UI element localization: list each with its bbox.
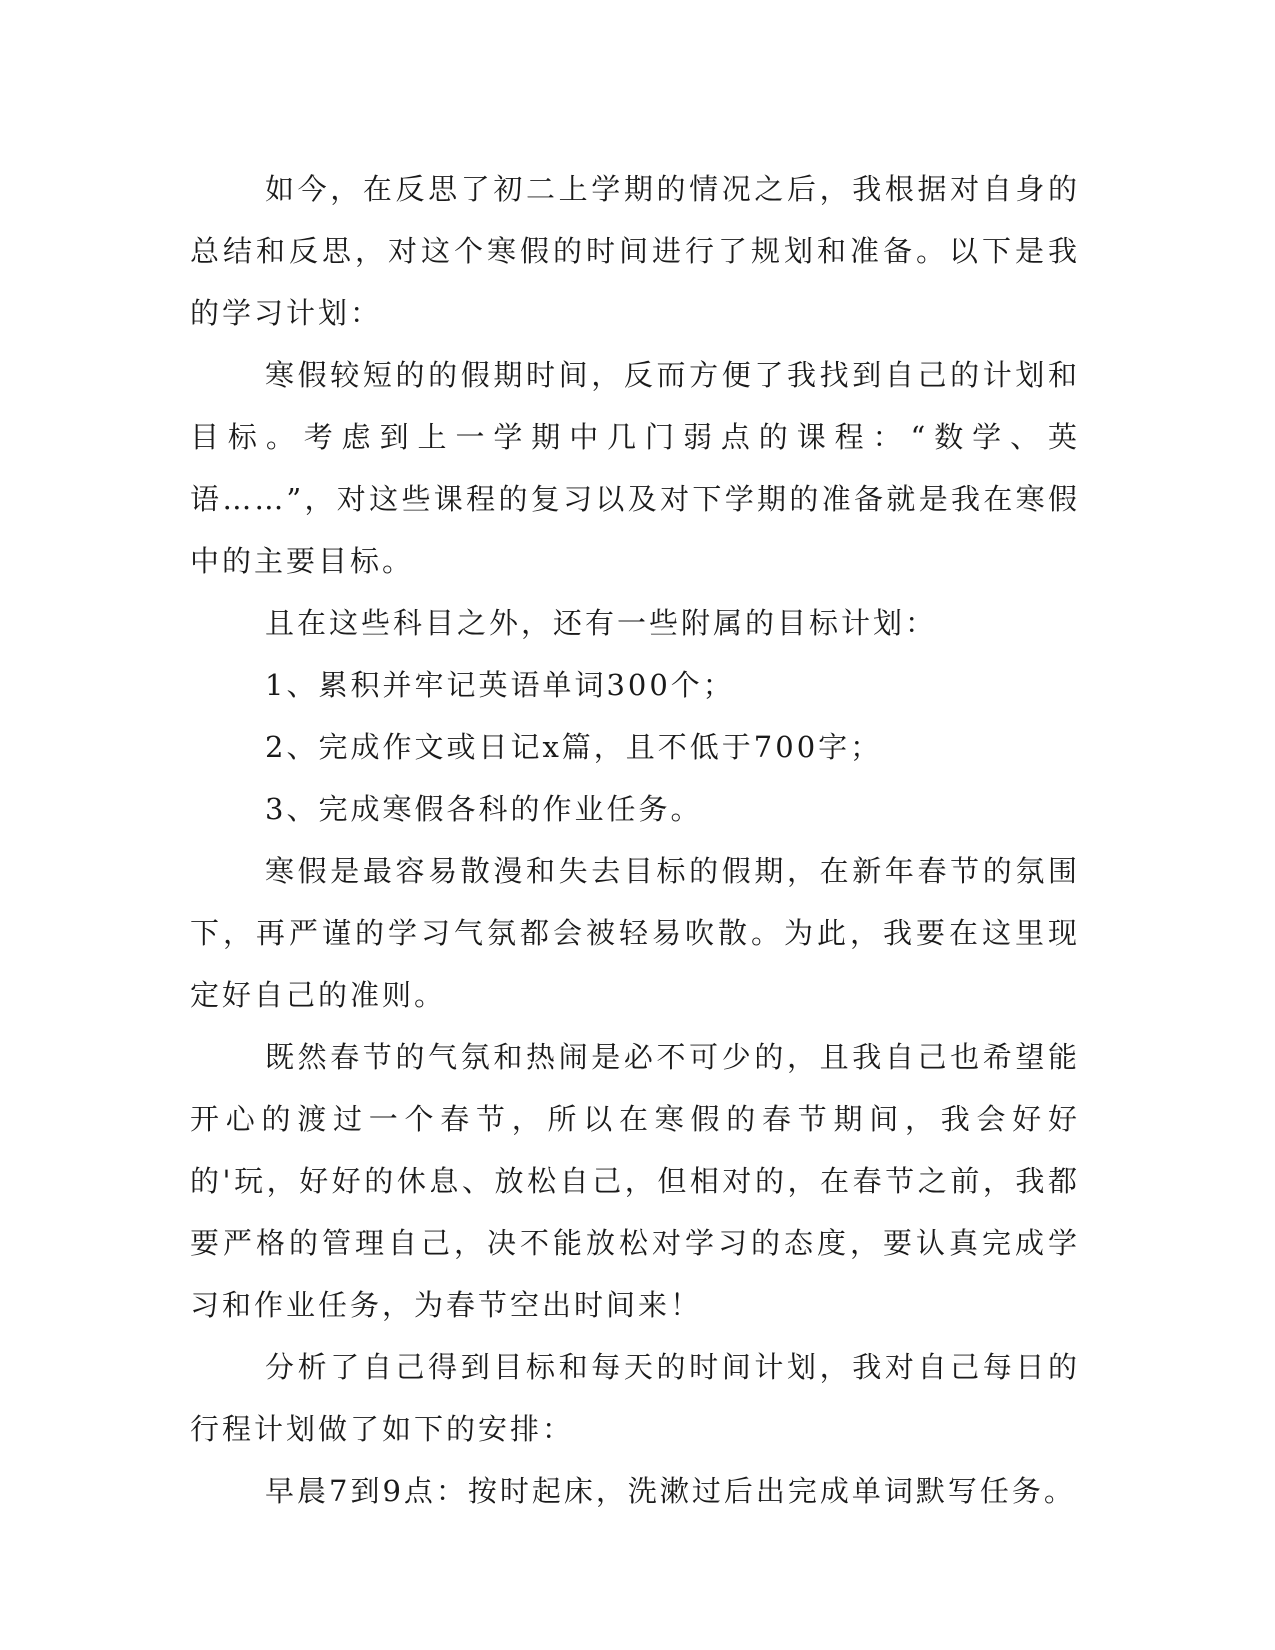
- paragraph-goals: 寒假较短的的假期时间，反而方便了我找到自己的计划和目标。考虑到上一学期中几门弱点的课程：“数学、英语……”，对这些课程的复习以及对下学期的准备就是我在寒假中的主要目标。: [190, 358, 1080, 578]
- paragraph-morning-schedule: 早晨7到9点：按时起床，洗漱过后出完成单词默写任务。: [265, 1474, 1076, 1508]
- list-item-1: 1、累积并牢记英语单词300个；: [265, 668, 735, 702]
- document-body: [190, 158, 1080, 1522]
- list-item-2: 2、完成作文或日记x篇，且不低于700字；: [265, 730, 883, 764]
- paragraph-rules: 寒假是最容易散漫和失去目标的假期，在新年春节的氛围下，再严谨的学习气氛都会被轻易吹散。为此，我要在这里现定好自己的准则。: [190, 854, 1080, 1012]
- paragraph-spring-festival: 既然春节的气氛和热闹是必不可少的，且我自己也希望能开心的渡过一个春节，所以在寒假的春节期间，我会好好的'玩，好好的休息、放松自己，但相对的，在春节之前，我都要严格的管理自己，决不能放松对学习的态度，要认真完成学习和作业任务，为春节空出时间来！: [190, 1040, 1080, 1322]
- paragraph-extra-goals: 且在这些科目之外，还有一些附属的目标计划：: [265, 606, 938, 640]
- paragraph-intro: 如今，在反思了初二上学期的情况之后，我根据对自身的总结和反思，对这个寒假的时间进行了规划和准备。以下是我的学习计划：: [190, 172, 1080, 330]
- list-item-3: 3、完成寒假各科的作业任务。: [265, 792, 703, 826]
- paragraph-schedule-intro: 分析了自己得到目标和每天的时间计划，我对自己每日的行程计划做了如下的安排：: [190, 1350, 1080, 1446]
